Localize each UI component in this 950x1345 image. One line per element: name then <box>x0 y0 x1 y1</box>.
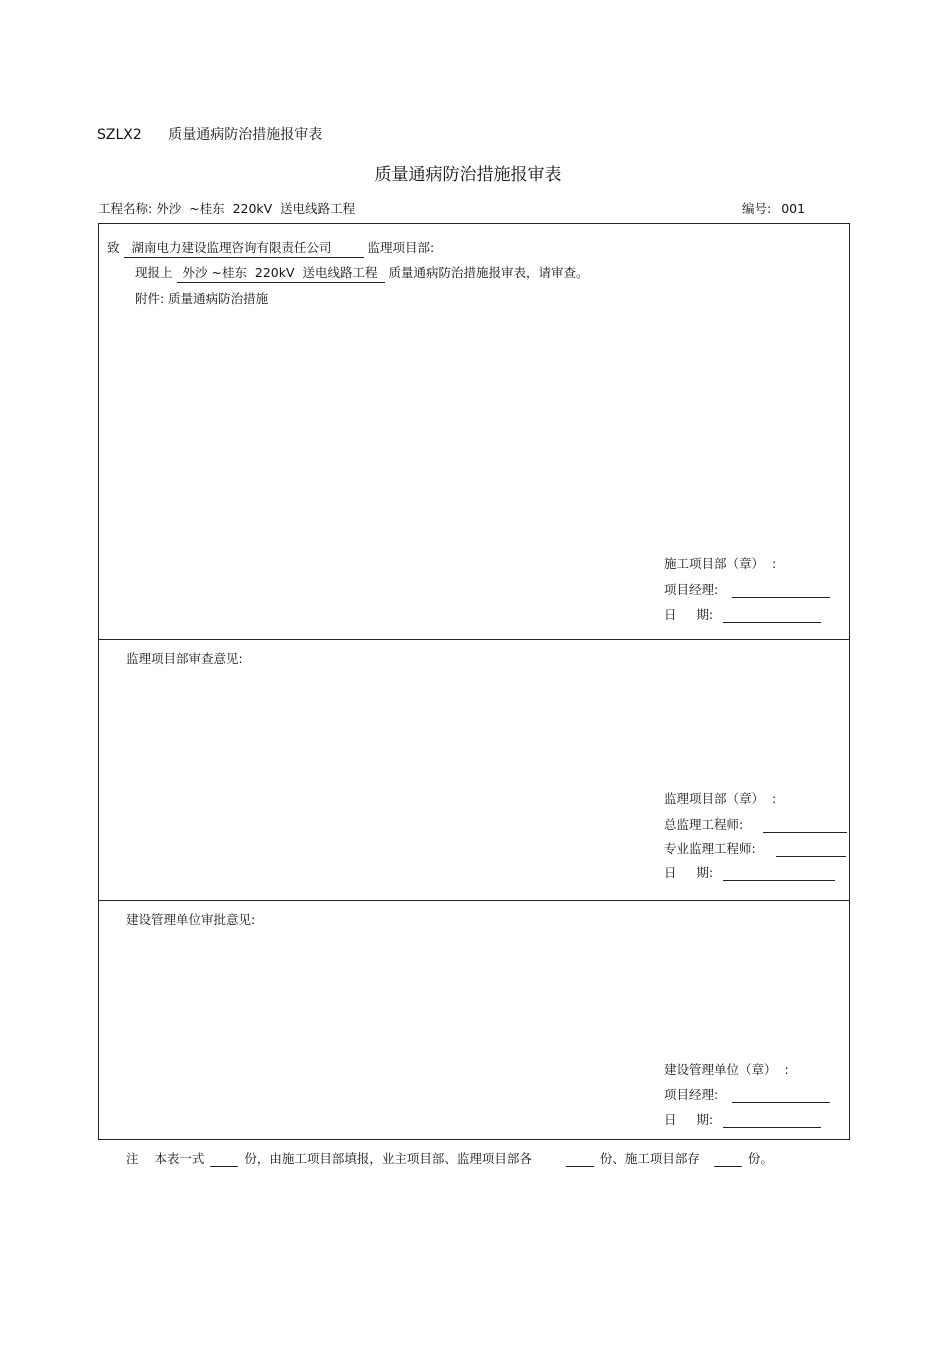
project-name: 外沙 ~桂东 220kV 送电线路工程 <box>156 201 356 216</box>
supervision-stamp-label: 监理项目部（章） : <box>664 791 777 806</box>
specialist-supervisor-blank[interactable] <box>776 842 846 857</box>
construction-manager-blank[interactable] <box>732 583 830 598</box>
form-code: SZLX2 <box>97 127 142 143</box>
owner-manager-line <box>664 1085 830 1103</box>
construction-date-line <box>664 605 821 623</box>
copies-total-blank[interactable] <box>210 1152 238 1167</box>
report-suffix: 质量通病防治措施报审表，请审查。 <box>388 265 589 280</box>
chief-supervisor-blank[interactable] <box>763 818 847 833</box>
owner-date-label: 日 期: <box>664 1112 714 1127</box>
supervision-date-label: 日 期: <box>664 865 714 880</box>
project-label: 工程名称: <box>98 201 153 216</box>
page-title: 质量通病防治措施报审表 <box>374 165 562 185</box>
footnote <box>126 1149 773 1167</box>
owner-date-blank[interactable] <box>723 1113 821 1128</box>
copies-kept-blank[interactable] <box>714 1152 742 1167</box>
report-prefix: 现报上 <box>135 265 173 280</box>
supervision-date-line <box>664 863 835 881</box>
owner-manager-label: 项目经理: <box>664 1087 719 1102</box>
chief-supervisor-label: 总监理工程师: <box>664 817 744 832</box>
recipient-company: 湖南电力建设监理咨询有限责任公司 <box>124 238 364 258</box>
owner-approval-heading: 建设管理单位审批意见: <box>126 912 256 927</box>
attachment-line: 附件: 质量通病防治措施 <box>135 291 269 306</box>
report-line <box>135 263 589 283</box>
number-label: 编号: <box>742 201 772 216</box>
owner-date-line <box>664 1110 821 1128</box>
construction-date-blank[interactable] <box>723 608 821 623</box>
number-line <box>742 199 805 217</box>
report-project: 外沙 ~桂东 220kV 送电线路工程 <box>177 263 385 283</box>
footnote-part2: 份、施工项目部存 <box>599 1151 700 1166</box>
section-divider-2 <box>98 900 850 901</box>
to-prefix: 致 <box>107 240 120 255</box>
form-code-line <box>97 124 322 144</box>
copies-each-blank[interactable] <box>566 1152 594 1167</box>
number-value: 001 <box>781 201 806 216</box>
footnote-prefix: 注 本表一式 <box>126 1151 205 1166</box>
project-line <box>98 199 355 217</box>
section-divider-1 <box>98 639 850 640</box>
construction-manager-line <box>664 580 830 598</box>
chief-supervisor-line <box>664 815 847 833</box>
specialist-supervisor-label: 专业监理工程师: <box>664 841 756 856</box>
owner-stamp-label: 建设管理单位（章） : <box>664 1062 789 1077</box>
specialist-supervisor-line <box>664 839 846 857</box>
supervision-date-blank[interactable] <box>723 866 835 881</box>
footnote-part1: 份，由施工项目部填报，业主项目部、监理项目部各 <box>244 1151 532 1166</box>
supervision-opinion-heading: 监理项目部审查意见: <box>126 651 243 666</box>
form-name: 质量通病防治措施报审表 <box>168 127 323 143</box>
footnote-part3: 份。 <box>747 1151 773 1166</box>
construction-date-label: 日 期: <box>664 607 714 622</box>
recipient-line <box>107 238 434 258</box>
form-frame <box>98 223 850 1140</box>
construction-stamp-label: 施工项目部（章） : <box>664 556 777 571</box>
construction-manager-label: 项目经理: <box>664 582 719 597</box>
owner-manager-blank[interactable] <box>732 1088 830 1103</box>
recipient-suffix: 监理项目部: <box>367 240 435 255</box>
